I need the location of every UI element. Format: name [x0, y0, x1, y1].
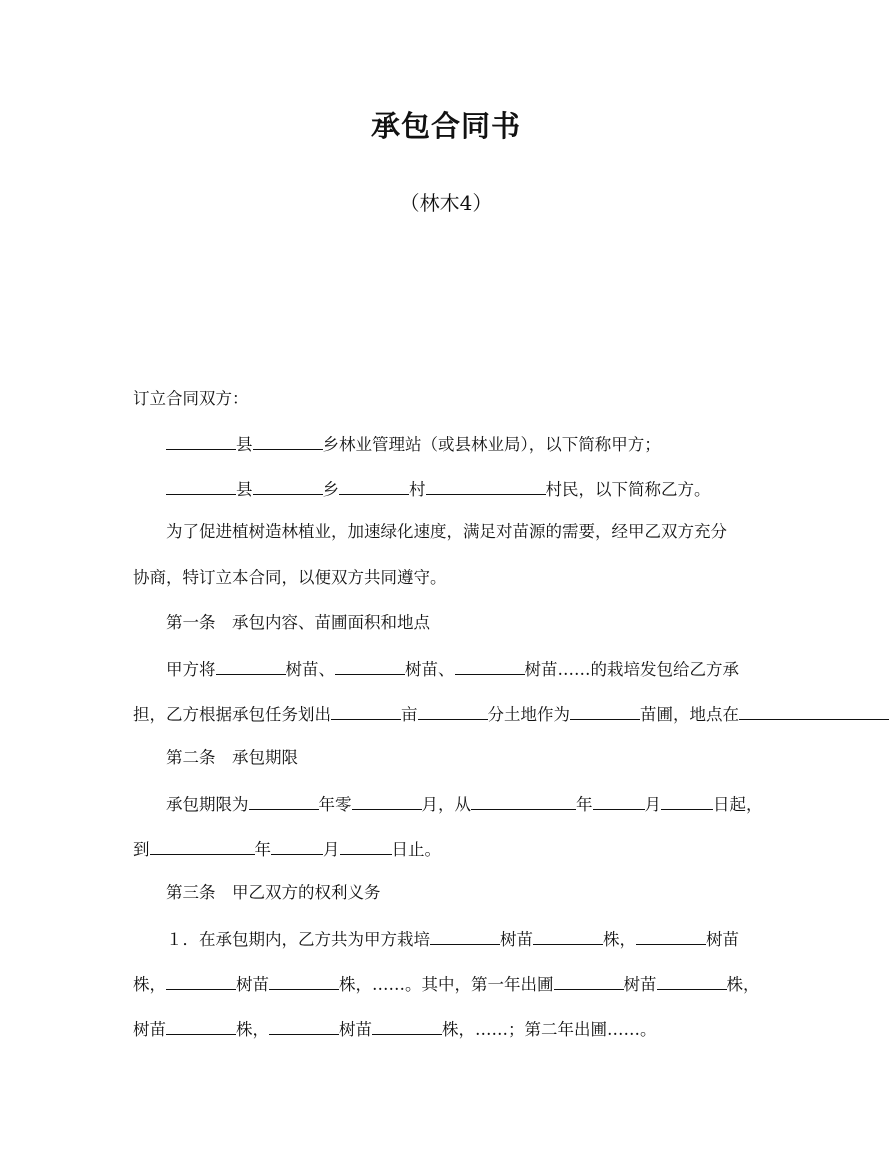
line-text: 树苗……的栽培发包给乙方承: [524, 660, 739, 679]
line-text: 第三条 甲乙双方的权利义务: [166, 883, 381, 902]
document-subtitle: （林木4）: [399, 191, 493, 215]
fill-in-blank: [166, 1016, 236, 1035]
fill-in-blank: [166, 431, 236, 450]
fill-in-blank: [269, 1016, 339, 1035]
line-text: 协商，特订立本合同，以便双方共同遵守。: [133, 568, 447, 587]
fill-in-blank: [253, 476, 323, 495]
line-text: 月: [644, 795, 661, 814]
fill-in-blank: [166, 971, 236, 990]
fill-in-blank: [418, 701, 488, 720]
line-text: 树苗: [133, 1020, 166, 1039]
paragraph-line: [133, 971, 760, 997]
line-text: 第一条 承包内容、苗圃面积和地点: [166, 613, 430, 632]
paragraph-line: [133, 1016, 657, 1042]
line-text: 月: [323, 840, 340, 859]
line-text: 株，……；第二年出圃……。: [442, 1020, 657, 1039]
line-text: 村: [409, 480, 426, 499]
line-text: 为了促进植树造林植业，加速绿化速度，满足对苗源的需要，经甲乙双方充分: [166, 522, 727, 541]
paragraph-line: [166, 431, 661, 457]
fill-in-blank: [471, 791, 576, 810]
document-title: 承包合同书: [370, 109, 521, 143]
line-text: 订立合同双方：: [133, 389, 249, 408]
line-text: 日起，: [713, 795, 763, 814]
fill-in-blank: [739, 701, 889, 720]
line-text: １．在承包期内，乙方共为甲方栽培: [166, 930, 430, 949]
paragraph-line: [166, 926, 739, 952]
article-heading: [166, 611, 430, 635]
fill-in-blank: [661, 791, 713, 810]
fill-in-blank: [331, 701, 401, 720]
line-text: 县: [236, 435, 253, 454]
line-text: 株，: [726, 975, 760, 994]
line-text: 承包期限为: [166, 795, 249, 814]
paragraph-line: [166, 791, 763, 817]
line-text: 树苗: [623, 975, 657, 994]
line-text: 亩: [401, 705, 418, 724]
fill-in-blank: [426, 476, 546, 495]
line-text: 树苗: [706, 930, 739, 949]
paragraph-line: [133, 836, 441, 862]
fill-in-blank: [269, 971, 339, 990]
fill-in-blank: [372, 1016, 442, 1035]
line-text: 年零: [318, 795, 352, 814]
fill-in-blank: [253, 431, 323, 450]
fill-in-blank: [271, 836, 323, 855]
line-text: 分土地作为: [487, 705, 570, 724]
line-text: 县: [236, 480, 253, 499]
fill-in-blank: [150, 836, 255, 855]
paragraph-line: [133, 566, 447, 590]
line-text: 第二条 承包期限: [166, 748, 298, 767]
fill-in-blank: [593, 791, 645, 810]
line-text: 月，从: [421, 795, 471, 814]
paragraph-line: [133, 701, 889, 727]
fill-in-blank: [216, 656, 286, 675]
fill-in-blank: [249, 791, 319, 810]
line-text: 乡: [322, 480, 339, 499]
fill-in-blank: [352, 791, 422, 810]
fill-in-blank: [166, 476, 236, 495]
line-text: 树苗: [236, 975, 269, 994]
fill-in-blank: [339, 476, 409, 495]
line-text: 到: [133, 840, 150, 859]
line-text: 株，: [603, 930, 636, 949]
line-text: 树苗、: [285, 660, 335, 679]
line-text: 年: [576, 795, 593, 814]
line-text: 株，: [236, 1020, 269, 1039]
line-text: 乡林业管理站（或县林业局），以下简称甲方；: [322, 435, 661, 454]
paragraph-line: [133, 387, 249, 411]
line-text: 甲方将: [166, 660, 216, 679]
line-text: 村民，以下简称乙方。: [545, 480, 711, 499]
article-heading: [166, 746, 298, 770]
fill-in-blank: [430, 926, 500, 945]
fill-in-blank: [455, 656, 525, 675]
fill-in-blank: [636, 926, 706, 945]
paragraph-line: [166, 520, 727, 544]
fill-in-blank: [657, 971, 727, 990]
line-text: 树苗、: [405, 660, 455, 679]
fill-in-blank: [554, 971, 624, 990]
line-text: 年: [254, 840, 271, 859]
line-text: 苗圃，地点在: [640, 705, 739, 724]
line-text: 株，: [133, 975, 166, 994]
fill-in-blank: [570, 701, 640, 720]
fill-in-blank: [533, 926, 603, 945]
fill-in-blank: [340, 836, 392, 855]
line-text: 日止。: [391, 840, 441, 859]
paragraph-line: [166, 476, 711, 502]
article-heading: [166, 881, 381, 905]
line-text: 担，乙方根据承包任务划出: [133, 705, 331, 724]
line-text: 树苗: [500, 930, 533, 949]
line-text: 株，……。其中，第一年出圃: [339, 975, 554, 994]
line-text: 树苗: [339, 1020, 372, 1039]
fill-in-blank: [335, 656, 405, 675]
paragraph-line: [166, 656, 739, 682]
